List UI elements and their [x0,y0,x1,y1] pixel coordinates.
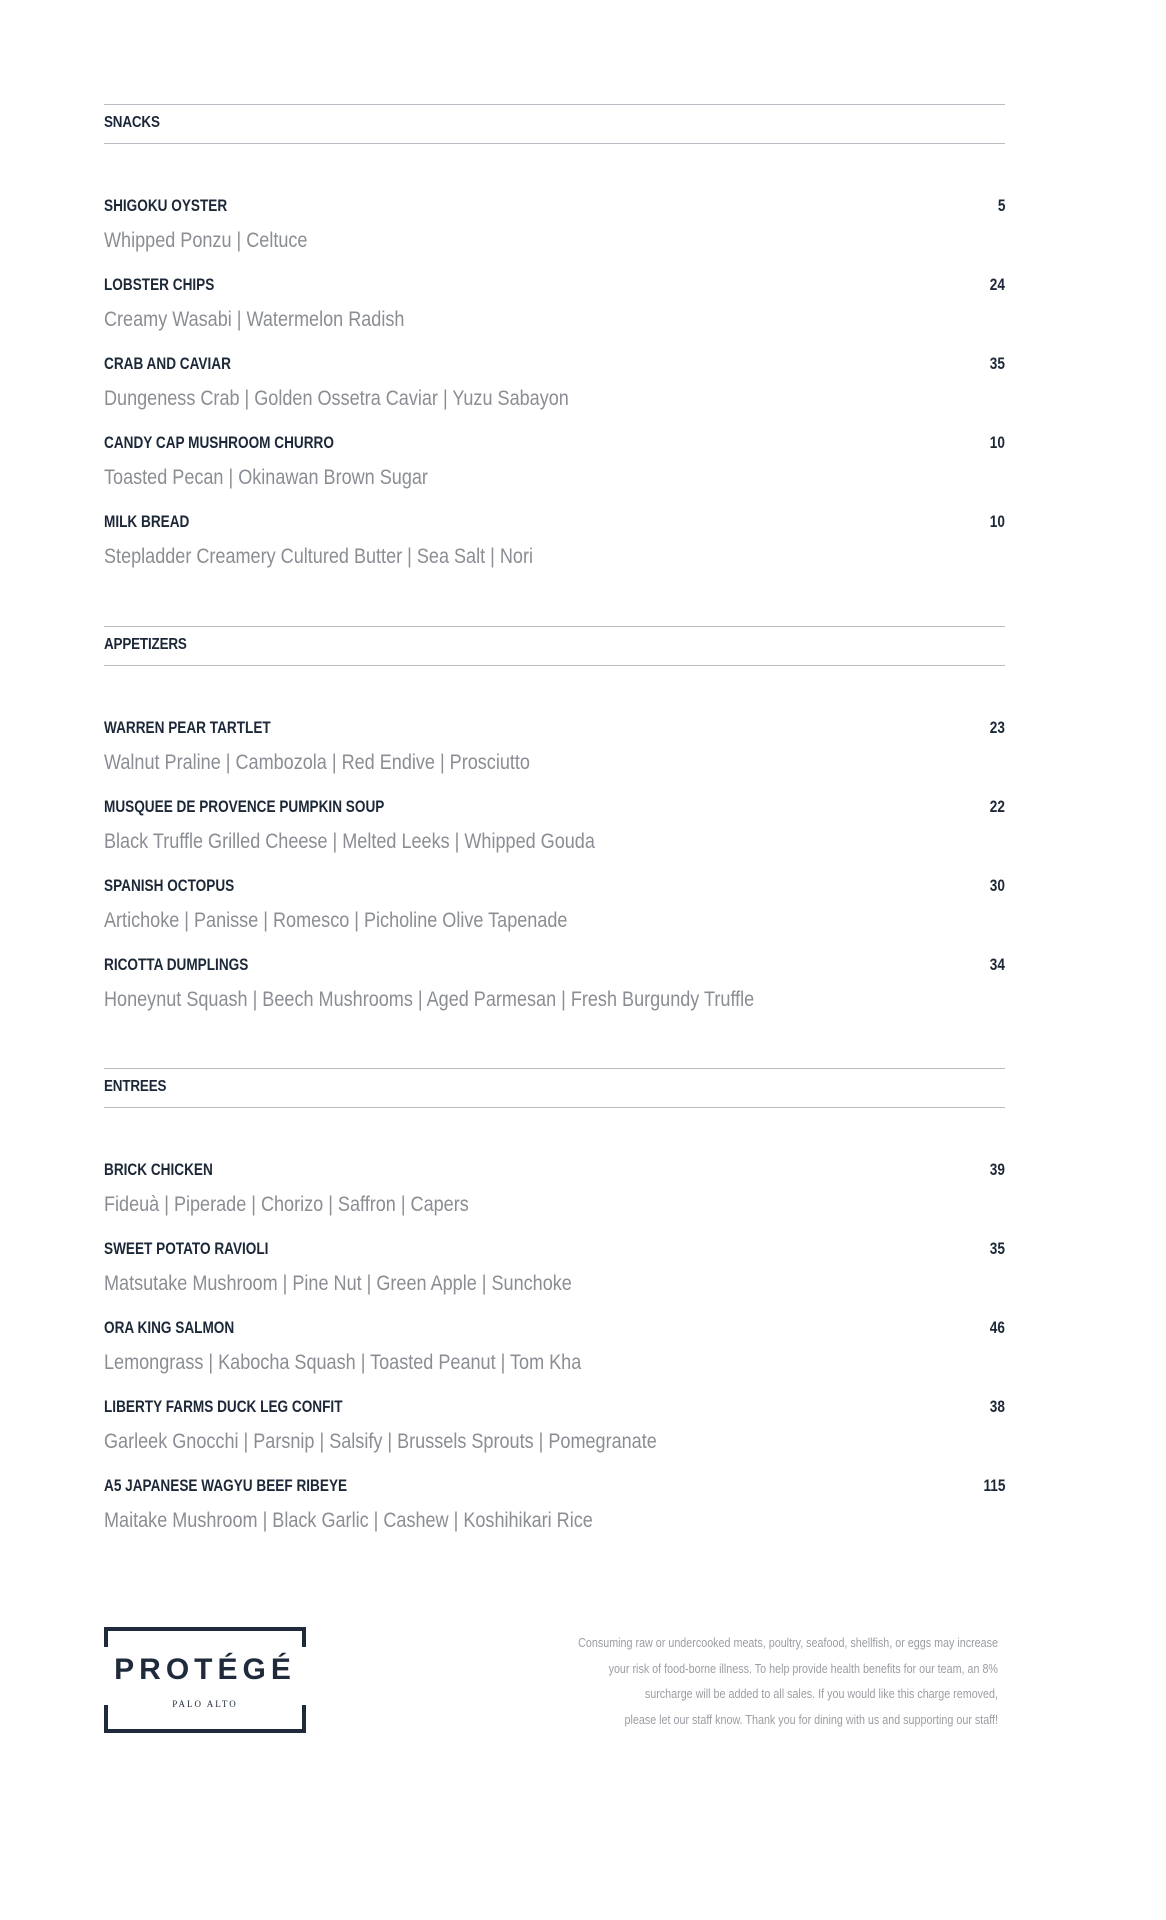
item-description: Dungeness Crab | Golden Ossetra Caviar | Yuzu Sabayon [104,387,569,410]
item-description: Fideuà | Piperade | Chorizo | Saffron | Capers [104,1193,469,1216]
item-name: SWEET POTATO RAVIOLI [104,1239,269,1258]
section-title: APPETIZERS [104,636,187,653]
item-price: 35 [989,354,1005,373]
item-name: WARREN PEAR TARTLET [104,718,271,737]
section-header [104,104,1005,144]
item-price: 30 [989,876,1005,895]
item-price: 38 [989,1397,1005,1416]
item-name: MILK BREAD [104,512,190,531]
item-description: Garleek Gnocchi | Parsnip | Salsify | Brussels Sprouts | Pomegranate [104,1430,657,1453]
item-name: LIBERTY FARMS DUCK LEG CONFIT [104,1397,343,1416]
logo-location: PALO ALTO [172,1699,238,1709]
disclaimer-line: surcharge will be added to all sales. If you would like this charge removed, [644,1687,998,1702]
menu-item [104,1318,1005,1397]
item-description: Creamy Wasabi | Watermelon Radish [104,308,405,331]
item-price: 115 [983,1476,1005,1495]
item-price: 22 [989,797,1005,816]
item-price: 35 [989,1239,1005,1258]
item-price: 24 [989,275,1005,294]
disclaimer-line: please let our staff know. Thank you for dining with us and supporting our staff! [624,1712,998,1727]
item-name: LOBSTER CHIPS [104,275,215,294]
menu-item [104,1239,1005,1318]
item-description: Matsutake Mushroom | Pine Nut | Green Apple | Sunchoke [104,1272,572,1295]
menu-item [104,1397,1005,1476]
menu-item [104,196,1005,275]
item-name: RICOTTA DUMPLINGS [104,955,249,974]
section-entrees [104,1068,1005,1555]
section-header [104,626,1005,666]
menu-item [104,512,1005,591]
menu-item-list [104,718,1005,1034]
menu-item [104,275,1005,354]
item-price: 23 [989,718,1005,737]
section-title: ENTREES [104,1078,167,1095]
item-price: 39 [989,1160,1005,1179]
menu-item [104,876,1005,955]
item-description: Whipped Ponzu | Celtuce [104,229,308,252]
item-name: SPANISH OCTOPUS [104,876,235,895]
item-description: Honeynut Squash | Beech Mushrooms | Aged Parmesan | Fresh Burgundy Truffle [104,988,755,1011]
menu-item [104,718,1005,797]
menu-item [104,955,1005,1034]
item-name: A5 JAPANESE WAGYU BEEF RIBEYE [104,1476,348,1495]
item-name: MUSQUEE DE PROVENCE PUMPKIN SOUP [104,797,385,816]
restaurant-logo [104,1627,306,1733]
item-description: Lemongrass | Kabocha Squash | Toasted Peanut | Tom Kha [104,1351,582,1374]
item-name: CANDY CAP MUSHROOM CHURRO [104,433,334,452]
item-name: CRAB AND CAVIAR [104,354,231,373]
section-header [104,1068,1005,1108]
menu-item [104,797,1005,876]
item-price: 34 [989,955,1005,974]
item-description: Maitake Mushroom | Black Garlic | Cashew | Koshihikari Rice [104,1509,593,1532]
item-price: 46 [989,1318,1005,1337]
item-description: Toasted Pecan | Okinawan Brown Sugar [104,466,428,489]
item-price: 5 [997,196,1005,215]
menu-item-list [104,196,1005,591]
item-name: BRICK CHICKEN [104,1160,213,1179]
menu-item-list [104,1160,1005,1555]
disclaimer-line: Consuming raw or undercooked meats, poultry, seafood, shellfish, or eggs may increase [578,1636,998,1650]
item-description: Stepladder Creamery Cultured Butter | Sea Salt | Nori [104,545,533,568]
item-price: 10 [989,512,1005,531]
logo-wordmark: PROTÉGÉ [114,1653,296,1686]
menu-item [104,354,1005,433]
item-name: ORA KING SALMON [104,1318,235,1337]
item-description: Walnut Praline | Cambozola | Red Endive | Prosciutto [104,751,530,774]
item-description: Black Truffle Grilled Cheese | Melted Leeks | Whipped Gouda [104,830,595,853]
menu-item [104,1160,1005,1239]
menu-item [104,1476,1005,1555]
item-name: SHIGOKU OYSTER [104,196,228,215]
section-appetizers [104,626,1005,1034]
item-price: 10 [989,433,1005,452]
section-snacks [104,104,1005,591]
item-description: Artichoke | Panisse | Romesco | Picholine Olive Tapenade [104,909,568,932]
food-safety-disclaimer [440,1631,998,1733]
disclaimer-line: your risk of food-borne illness. To help provide health benefits for our team, an 8% [608,1661,998,1676]
menu-item [104,433,1005,512]
section-title: SNACKS [104,114,160,131]
